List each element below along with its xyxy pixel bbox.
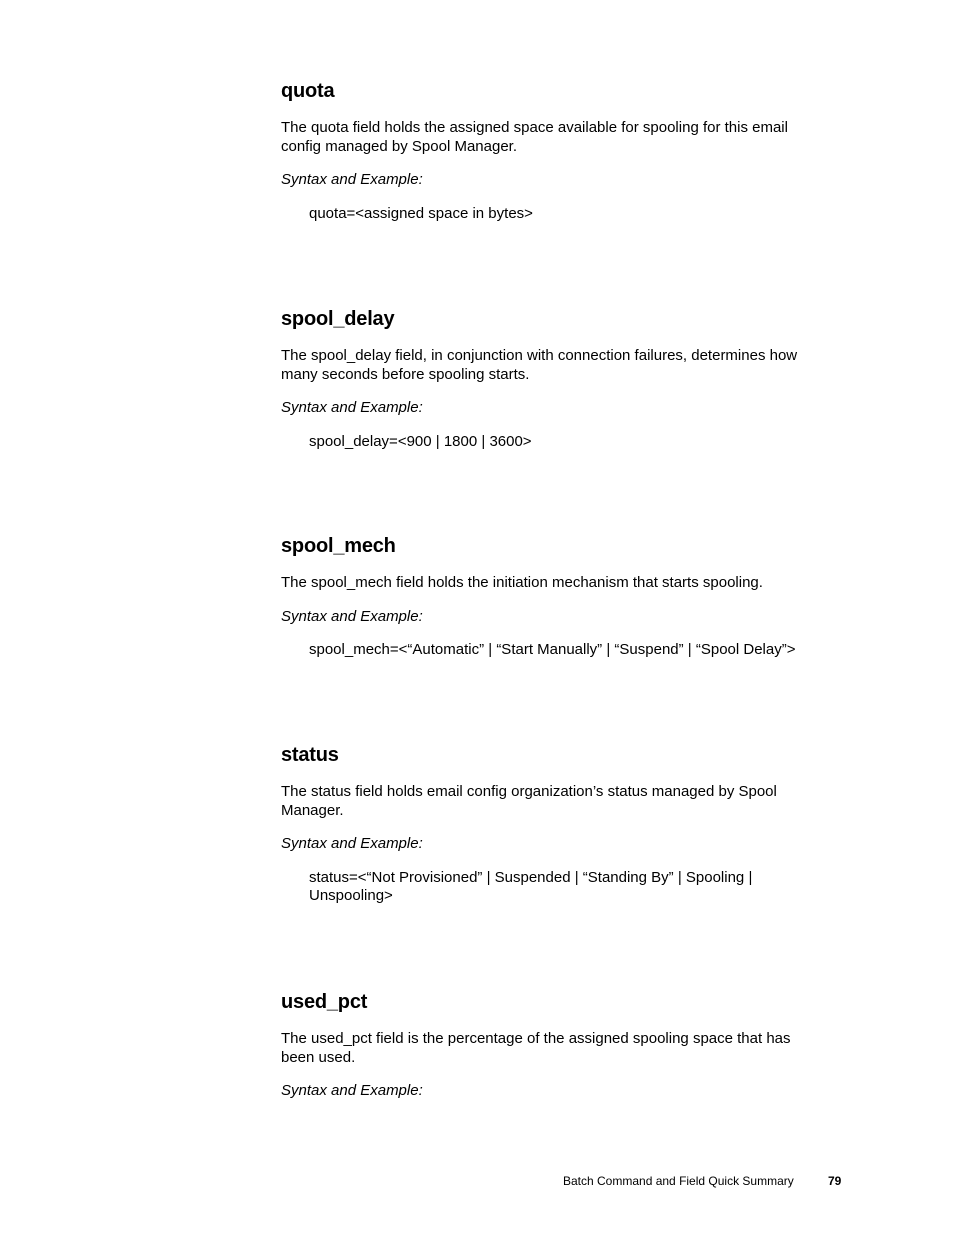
- section-used-pct: [281, 990, 826, 1101]
- syntax-label: Syntax and Example:: [281, 607, 423, 625]
- section-heading: spool_delay: [281, 308, 395, 330]
- section-description: The status field holds email config organization’s status managed by Spool Manager.: [281, 783, 777, 819]
- syntax-label: Syntax and Example:: [281, 399, 423, 416]
- section-heading: status: [281, 744, 339, 766]
- page-footer: [563, 1174, 842, 1189]
- syntax-label: Syntax and Example:: [281, 835, 423, 852]
- section-heading: spool_mech: [281, 535, 396, 557]
- syntax-example: status=<“Not Provisioned” | Suspended | “Standing By” | Spooling | Unspooling>: [309, 868, 753, 904]
- section-status: [281, 743, 826, 906]
- section-description: The spool_mech field holds the initiation mechanism that starts spooling.: [281, 574, 763, 591]
- section-heading: used_pct: [281, 991, 368, 1013]
- syntax-label: Syntax and Example:: [281, 171, 423, 188]
- syntax-example: spool_mech=<“Automatic” | “Start Manually” | “Suspend” | “Spool Delay”>: [309, 641, 796, 658]
- syntax-example: spool_delay=<900 | 1800 | 3600>: [309, 432, 532, 450]
- section-heading: quota: [281, 80, 335, 102]
- section-quota: [281, 79, 826, 223]
- footer-title: Batch Command and Field Quick Summary: [563, 1174, 794, 1188]
- section-description: The spool_delay field, in conjunction with connection failures, determines how many seconds before spooling starts.: [281, 347, 798, 383]
- syntax-example: quota=<assigned space in bytes>: [309, 204, 533, 222]
- section-spool-delay: [281, 307, 826, 451]
- syntax-label: Syntax and Example:: [281, 1082, 423, 1099]
- section-description: The quota field holds the assigned space available for spooling for this email config managed by Spool Manager.: [281, 119, 788, 155]
- section-description: The used_pct field is the percentage of the assigned spooling space that has been used.: [281, 1030, 791, 1066]
- page-number: 79: [828, 1174, 842, 1188]
- section-spool-mech: [281, 534, 826, 660]
